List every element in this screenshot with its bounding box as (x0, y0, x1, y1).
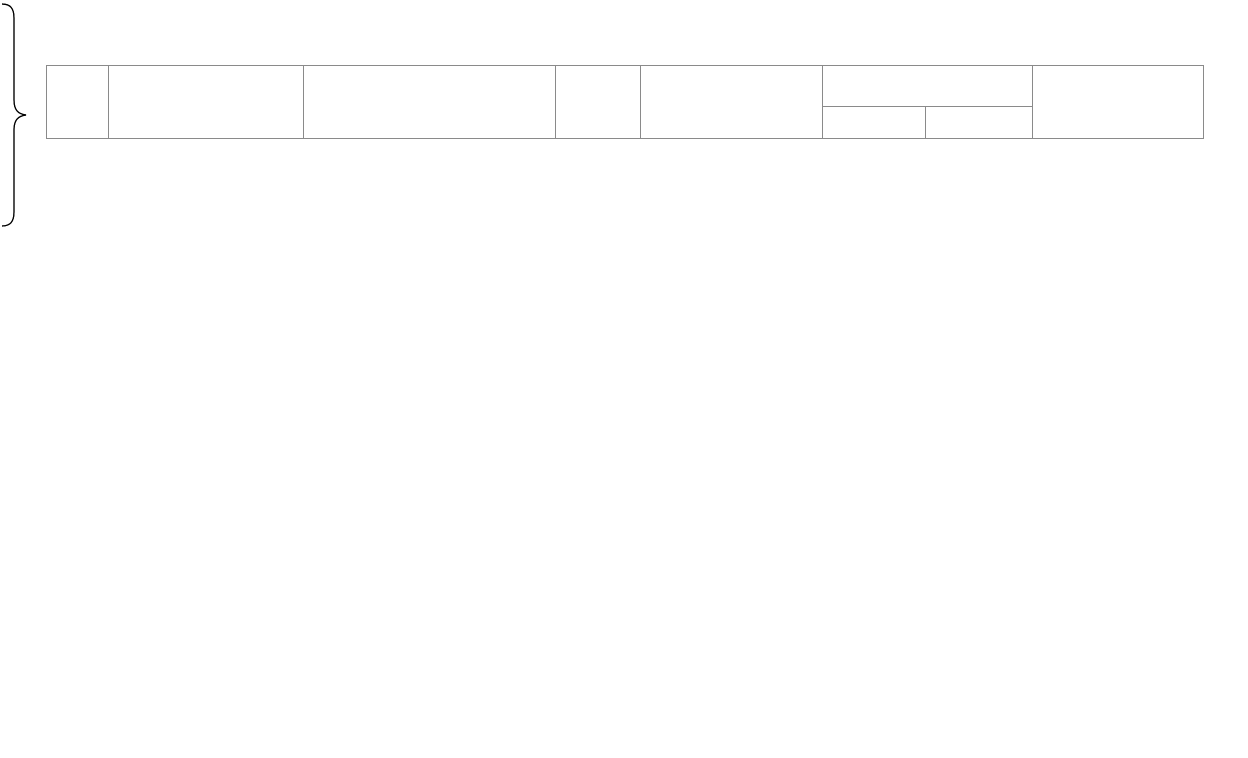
header-pos (47, 66, 109, 139)
header-qty-ds185 (823, 107, 926, 139)
header-name (304, 66, 556, 139)
header-designation (109, 66, 304, 139)
header-qty-ds158 (926, 107, 1033, 139)
header-note (1033, 66, 1204, 139)
curly-brace-ds185 (0, 0, 30, 230)
curly-brace-ds158 (0, 0, 30, 230)
header-dimensions (641, 66, 823, 139)
specification-table (46, 65, 1204, 139)
header-quantity (823, 66, 1033, 107)
header-mass (556, 66, 641, 139)
